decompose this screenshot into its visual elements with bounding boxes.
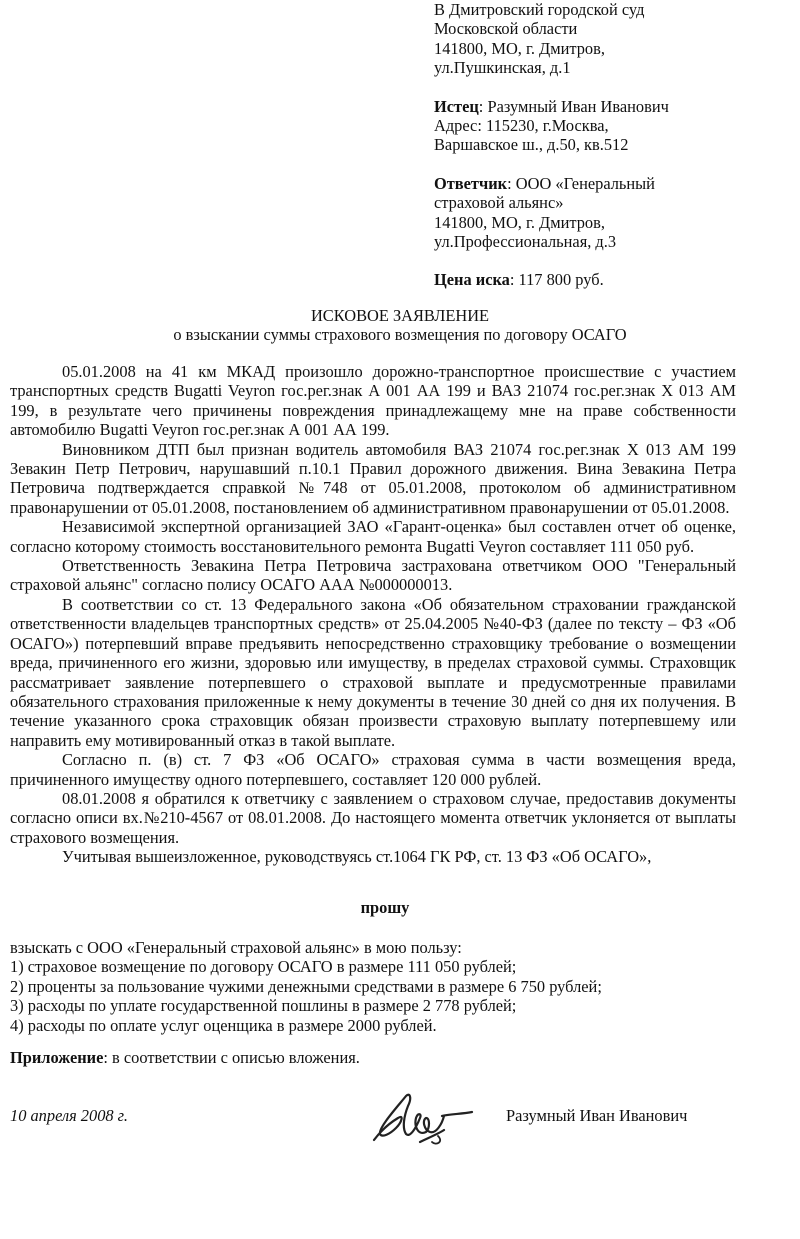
claim-item: 2) проценты за пользование чужими денежными средствами в размере 6 750 рублей; [10,976,602,996]
document-body [10,362,736,867]
appendix [10,1048,360,1067]
request-word: прошу [360,898,410,917]
defendant-name-1: : ООО «Генеральный [507,173,655,193]
claim-item: 1) страховое возмещение по договору ОСАГО в размере 111 050 рублей; [10,957,517,977]
paragraph-insured-sum: Согласно п. (в) ст. 7 ФЗ «Об ОСАГО» страховая сумма в части возмещения вреда, причиненного имуществу одного потерпевшего, составляет 120 000 рублей. [10,750,736,789]
plaintiff-address-1: Адрес: 115230, г.Москва, [434,116,609,136]
plaintiff-address-2: Варшавское ш., д.50, кв.512 [434,135,629,155]
defendant-address-2: ул.Профессиональная, д.3 [434,232,617,252]
court-line-4: ул.Пушкинская, д.1 [434,58,571,78]
defendant-line [434,174,784,193]
claim-item: 4) расходы по оплате услуг оценщика в размере 2000 рублей. [10,1015,437,1035]
paragraph-application: 08.01.2008 я обратился к ответчику с заявлением о страховом случае, предоставив документы согласно описи вх.№210-4567 от 08.01.2008. До настоящего момента ответчик уклоняется от выплаты страхового возмещения. [10,788,736,847]
appendix-text: : в соответствии с описью вложения. [103,1048,360,1067]
signature-image [368,1088,484,1148]
paragraph-accident: 05.01.2008 на 41 км МКАД произошло дорожно-транспортное происшествие с участием транспортных средств Bugatti Veyron гос.рег.знак А 001 АА 199 и ВАЗ 21074 гос.рег.знак Х 013 АМ 199, в результате чего причинены повреждения принадлежащему мне на праве собственности автомобилю Bugatti Veyron гос.рег.знак А 001 АА 199. [10,362,736,440]
court-line-3: 141800, МО, г. Дмитров, [434,38,605,58]
defendant-name-2: страховой альянс» [434,193,564,213]
court-line-2: Московской области [434,19,578,39]
paragraph-assessment: Независимой экспертной организацией ЗАО «Гарант-оценка» был составлен отчет об оценке, согласно которому стоимость восстановительного ремонта Bugatti Veyron составляет 111 050 руб. [10,517,736,556]
claims-intro: взыскать с ООО «Генеральный страховой альянс» в мою пользу: [10,938,462,957]
claim-price-label: Цена иска [434,270,510,290]
document-subtitle: о взыскании суммы страхового возмещения по договору ОСАГО [173,325,627,344]
defendant-address-1: 141800, МО, г. Дмитров, [434,212,605,232]
plaintiff-line [434,97,784,116]
paragraph-law: В соответствии со ст. 13 Федерального закона «Об обязательном страховании гражданской ответственности владельцев транспортных средств» от 25.04.2005 №40-ФЗ (далее по тексту – ФЗ «Об ОСАГО») потерпевший вправе предъявить непосредственно страховщику требование о возмещении вреда, причиненного его жизни, здоровью или имуществу, в пределах страховой суммы. Страховщик рассматривает заявление потерпевшего о страховой выплате и предусмотренные правилами обязательного страхования приложенные к нему документы в течение 30 дней со дня их получения. В течение указанного срока страховщик обязан произвести страховую выплату потерпевшему или направить ему мотивированный отказ в такой выплате. [10,594,736,750]
defendant-label: Ответчик [434,173,508,193]
document-title: ИСКОВОЕ ЗАЯВЛЕНИЕ [310,306,490,325]
claims-list [10,938,710,1035]
signer-name: Разумный Иван Иванович [506,1106,688,1125]
claim-price [434,270,784,289]
paragraph-culprit: Виновником ДТП был признан водитель автомобиля ВАЗ 21074 гос.рег.знак Х 013 АМ 199 Зевакин Петр Петрович, нарушавший п.10.1 Правил дорожного движения. Вина Зевакина Петра Петровича подтверждается справкой №748 от 05.01.2008, протоколом об административном правонарушении от 05.01.2008, постановлением об административном правонарушении от 05.01.2008. [10,439,736,517]
appendix-label: Приложение [10,1048,104,1067]
plaintiff-name: : Разумный Иван Иванович [478,96,669,116]
claim-price-value: : 117 800 руб. [509,270,604,290]
document-date: 10 апреля 2008 г. [10,1106,128,1125]
paragraph-considering: Учитывая вышеизложенное, руководствуясь ст.1064 ГК РФ, ст. 13 ФЗ «Об ОСАГО», [62,847,652,867]
paragraph-liability: Ответственность Зевакина Петра Петровича застрахована ответчиком ООО "Генеральный страховой альянс" согласно полису ОСАГО ААА №000000013. [10,556,736,595]
court-header [434,0,784,290]
plaintiff-label: Истец [434,96,479,116]
claim-item: 3) расходы по уплате государственной пошлины в размере 2 778 рублей; [10,996,517,1016]
court-line-1: В Дмитровский городской суд [434,0,645,19]
